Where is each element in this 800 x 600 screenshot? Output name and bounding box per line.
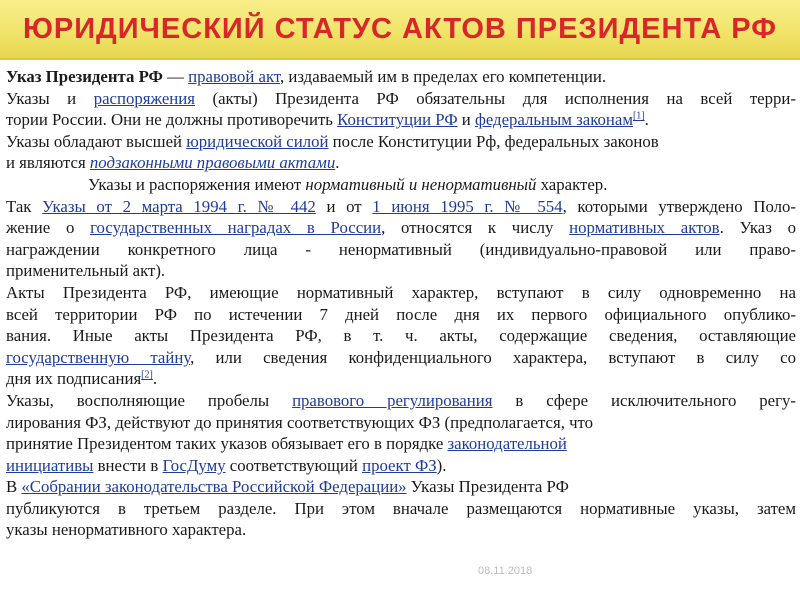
p3-text: дня их подписания (6, 369, 142, 389)
p4-text: внести в (93, 455, 163, 475)
link-state-secret[interactable]: государственную тайну (6, 347, 191, 367)
p4-text: соответствующий (225, 455, 363, 475)
p2-text: характер. (536, 174, 608, 194)
p1-text: (акты) Президента РФ обязательны для исполнения на всей терри- (194, 88, 796, 108)
title-banner (0, 0, 800, 60)
p2-text: , которыми утверждено Поло- (562, 196, 796, 216)
p4-text: лирования ФЗ, действуют до принятия соответствующих ФЗ (предполагается, что (6, 412, 594, 432)
p3-line-3 (6, 325, 796, 347)
p5-line-2 (6, 498, 796, 520)
link-legal-force[interactable]: юридической силой (186, 131, 329, 151)
p2-line-1 (6, 174, 796, 196)
p1-text: после Конституции Рф, федеральных законов (328, 131, 659, 151)
p2-text: Так (6, 196, 43, 216)
p2-text: . Указ о (719, 218, 796, 238)
date-stamp: 08.11.2018 (478, 565, 533, 577)
p4-text: в сфере исключительного регу- (492, 390, 796, 410)
p1-line-5 (6, 152, 796, 174)
link-decree-554[interactable]: 1 июня 1995 г. № 554 (372, 196, 563, 216)
p3-line-2 (6, 304, 796, 326)
p4-line-4 (6, 455, 796, 477)
p2-line-2 (6, 196, 796, 218)
p2-text: Указы и распоряжения имеют (88, 174, 306, 194)
p5-text: публикуются в третьем разделе. При этом вначале размещаются нормативные указы, затем (6, 498, 796, 518)
link-legal-regulation[interactable]: правового регулирования (292, 390, 493, 410)
p5-line-1 (6, 476, 796, 498)
link-state-duma[interactable]: ГосДуму (162, 455, 226, 475)
p2-text: награждении конкретного лица - ненормативный (индивидуально-правовой или право- (6, 239, 796, 259)
p1-text: . (644, 110, 649, 130)
link-initiative[interactable]: инициативы (6, 455, 94, 475)
p1-text: и являются (6, 153, 90, 173)
document-body (6, 66, 796, 541)
p4-text: ). (436, 455, 447, 475)
p2-line-4 (6, 239, 796, 261)
link-subordinate-acts[interactable]: подзаконными правовыми актами (89, 153, 336, 173)
p3-text: , или сведения конфиденциального характера, вступают в силу со (190, 347, 796, 367)
footnote-link-2[interactable]: [2] (141, 369, 153, 381)
link-draft-law[interactable]: проект ФЗ (362, 455, 437, 475)
p2-text: применительный акт). (6, 261, 166, 281)
link-state-awards[interactable]: государственных наградах в России (90, 218, 382, 238)
link-normative-acts[interactable]: нормативных актов (569, 218, 720, 238)
p1-text: , издаваемый им в пределах его компетенции. (279, 67, 607, 86)
link-decree-442[interactable]: Указы от 2 марта 1994 г. № 442 (42, 196, 316, 216)
p1-line-4 (6, 131, 796, 153)
link-federal-laws[interactable]: федеральным законам (474, 110, 633, 130)
p1-text: Указы и (6, 88, 94, 108)
p1-line-3 (6, 109, 796, 131)
footnote-link-1[interactable]: [1] (632, 110, 645, 122)
p4-line-2 (6, 412, 796, 434)
p3-line-5 (6, 368, 796, 390)
p5-line-3 (6, 519, 796, 541)
p2-emphasis: нормативный и ненормативный (305, 174, 537, 194)
p3-text: . (152, 369, 158, 389)
p3-text: вания. Иные акты Президента РФ, в т. ч. акты, содержащие сведения, оставляющие (6, 326, 796, 346)
link-orders[interactable]: распоряжения (93, 88, 195, 108)
p2-text: и от (315, 196, 373, 216)
p5-text: В (6, 477, 22, 497)
p1-line-1 (6, 66, 796, 88)
p1-text: тории России. Они не должны противоречить (6, 110, 338, 130)
p5-text: Указы Президента РФ (406, 477, 569, 497)
p1-line-2 (6, 88, 796, 110)
link-constitution[interactable]: Конституции РФ (337, 110, 458, 130)
p1-text: . (335, 153, 340, 173)
slide-title: ЮРИДИЧЕСКИЙ СТАТУС АКТОВ ПРЕЗИДЕНТА РФ (22, 12, 778, 45)
p3-line-4 (6, 347, 796, 369)
link-legislation-collection[interactable]: «Собрании законодательства Российской Федерации» (21, 477, 407, 497)
p4-line-1 (6, 390, 796, 412)
p4-text: принятие Президентом таких указов обязывает его в порядке (6, 434, 448, 454)
p1-text: Указы обладают высшей (6, 131, 187, 151)
p1-dash: — (162, 67, 189, 86)
p5-text: указы ненормативного характера. (6, 520, 247, 540)
p3-text: Акты Президента РФ, имеющие нормативный характер, вступают в силу одновременно на (6, 282, 796, 302)
p1-text: и (457, 110, 475, 130)
p4-line-3 (6, 433, 796, 455)
p3-line-1 (6, 282, 796, 304)
p1-lead-term: Указ Президента РФ (6, 67, 163, 86)
p3-text: всей территории РФ по истечении 7 дней после дня их первого официального опублико- (6, 304, 796, 324)
link-legislative[interactable]: законодательной (447, 434, 567, 454)
p4-text: Указы, восполняющие пробелы (6, 390, 293, 410)
p2-line-3 (6, 217, 796, 239)
p2-text: жение о (6, 218, 91, 238)
p2-line-5 (6, 260, 796, 282)
p2-text: , относятся к числу (381, 218, 570, 238)
link-legal-act[interactable]: правовой акт (188, 67, 280, 86)
